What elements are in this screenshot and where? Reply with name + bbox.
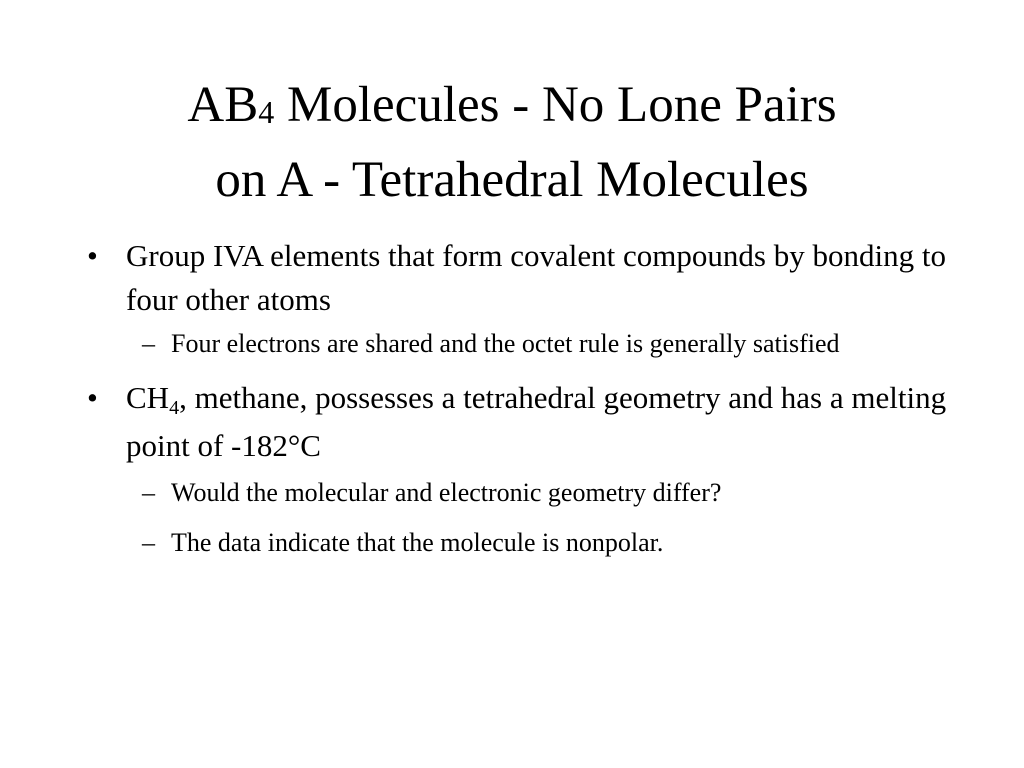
title-line2: on A - Tetrahedral Molecules [215, 152, 809, 208]
bullet-methane [85, 376, 965, 468]
methane-text: , methane, possesses a tetrahedral geometry and has a melting point of -182°C [126, 380, 947, 463]
sub-bullet-text: The data indicate that the molecule is nonpolar. [171, 528, 664, 557]
title-part1: AB [187, 77, 259, 133]
sub-bullet-octet-rule [85, 324, 965, 364]
dash-marker: – [142, 329, 155, 358]
title-subscript: 4 [258, 94, 275, 130]
sub-bullet-text: Four electrons are shared and the octet rule is generally satisfied [171, 329, 840, 358]
bullet-marker: • [87, 380, 98, 415]
bullet-text: Group IVA elements that form covalent compounds by bonding to four other atoms [126, 238, 946, 317]
slide-title [60, 70, 964, 215]
slide-body [85, 234, 965, 563]
bullet-marker: • [87, 238, 98, 273]
methane-formula-subscript: 4 [169, 397, 180, 419]
bullet-group-iva [85, 234, 965, 322]
dash-marker: – [142, 478, 155, 507]
sub-bullet-nonpolar [85, 523, 965, 563]
methane-formula-prefix: CH [126, 380, 170, 415]
dash-marker: – [142, 528, 155, 557]
sub-bullet-text: Would the molecular and electronic geometry differ? [171, 478, 722, 507]
title-part2: Molecules - No Lone Pairs [274, 77, 837, 133]
sub-bullet-geometry-question [85, 473, 965, 513]
